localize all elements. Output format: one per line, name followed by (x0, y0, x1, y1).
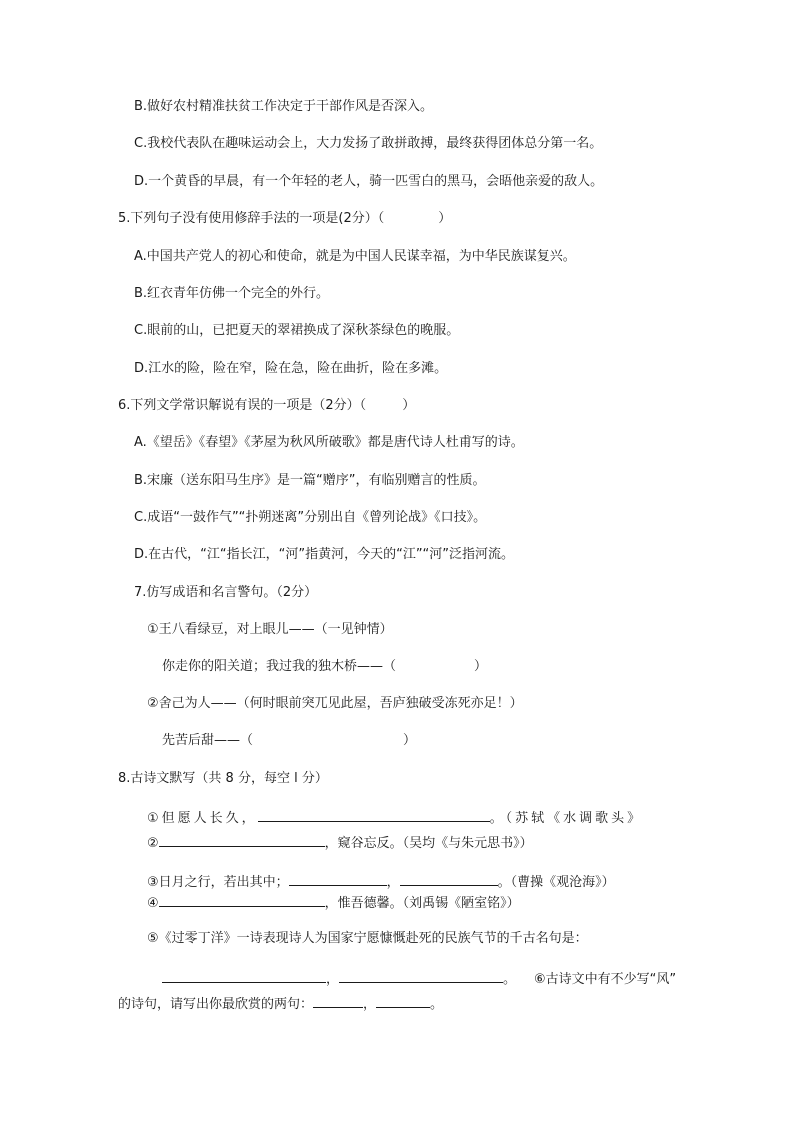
q4-option-c: C.我校代表队在趣味运动会上，大力发扬了敢拼敢搏，最终获得团体总分第一名。 (134, 136, 603, 151)
q8-item-1-pre: ①但愿人长久， (147, 811, 258, 826)
q5-option-d: D.江水的险，险在窄，险在急，险在曲折，险在多滩。 (134, 361, 448, 376)
q8-item-6-blank-1[interactable] (313, 993, 363, 1008)
q7-stem: 7.仿写成语和名言警句。（2分） (134, 585, 318, 600)
q8-item-4-pre: ④ (147, 896, 159, 911)
q7-task-1-close: ） (474, 659, 488, 674)
q5-option-a: A.中国共产党人的初心和使命，就是为中国人民谋幸福，为中华民族谋复兴。 (134, 249, 576, 264)
q6-option-a: A.《望岳》《春望》《茅屋为秋风所破歌》都是唐代诗人杜甫写的诗。 (134, 435, 524, 450)
q5-paren-close: ） (438, 211, 452, 226)
q8-stem: 8.古诗文默写（共 8 分，每空 l 分） (118, 771, 328, 786)
q4-option-b: B.做好农村精准扶贫工作决定于干部作风是否深入。 (134, 99, 434, 114)
q7-example-1: ①王八看绿豆，对上眼儿——（一见钟情） (147, 622, 393, 637)
q5-option-c: C.眼前的山，已把夏天的翠裙换成了深秋茶绿色的晚服。 (134, 323, 460, 338)
q8-item-5-mid: ， (326, 972, 340, 987)
q7-task-2-text: 先苦后甜——（ (162, 733, 254, 748)
q8-item-3 (147, 871, 615, 892)
q8-item-1 (147, 807, 643, 828)
q7-example-2: ②舍己为人——（何时眼前突兀见此屋，吾庐独破受冻死亦足！） (147, 696, 523, 711)
q8-item-4-blank[interactable] (159, 892, 325, 907)
q6-option-d: D.在古代，“江“指长江，“河”指黄河，今天的“江”“河”泛指河流。 (134, 547, 515, 562)
q8-item-5-blank-2[interactable] (339, 968, 503, 983)
q8-item-4 (147, 892, 520, 913)
q7-task-2-close: ） (403, 733, 417, 748)
q8-item-2 (147, 832, 533, 853)
q8-item-5: ⑤《过零丁洋》一诗表现诗人为国家宁愿慷慨赴死的民族气节的千古名句是： (147, 931, 588, 946)
q8-item-6 (118, 993, 443, 1014)
q7-task-1-text: 你走你的阳关道；我过我的独木桥——（ (162, 659, 397, 674)
q8-item-6-end: 。 (430, 997, 444, 1012)
q7-task-1 (162, 658, 487, 676)
q8-item-3-pre: ③日月之行，若出其中； (147, 875, 289, 890)
q8-item-3-blank-2[interactable] (400, 871, 498, 886)
q5-option-b: B.红衣青年仿佛一个完全的外行。 (134, 286, 330, 301)
q5-stem (118, 210, 451, 228)
q8-item-2-blank[interactable] (159, 832, 325, 847)
q8-item-3-mid: ， (386, 875, 400, 890)
q8-item-6-mid: ， (363, 997, 377, 1012)
q5-stem-text: 5.下列句子没有使用修辞手法的一项是(2分）（ (118, 211, 385, 226)
q8-item-1-blank[interactable] (258, 807, 490, 822)
q6-paren-close: ） (402, 398, 416, 413)
q8-item-6-pre: ⑥古诗文中有不少写“风” (534, 972, 677, 987)
q8-item-6-blank-2[interactable] (376, 993, 430, 1008)
q8-item-1-post: 。（苏轼《水调歌头》 (489, 811, 644, 826)
q8-item-5-6-line (162, 968, 676, 989)
q7-task-2 (162, 732, 416, 750)
q8-item-4-post: ，惟吾德馨。（刘禹锡《陋室铭》） (324, 896, 520, 911)
q6-stem (118, 397, 415, 415)
q4-option-d: D.一个黄昏的早晨，有一个年轻的老人，骑一匹雪白的黑马，会晤他亲爱的敌人。 (134, 174, 604, 189)
q6-option-b: B.宋廉（送东阳马生序》是一篇“赠序”，有临别赠言的性质。 (134, 473, 486, 488)
q6-option-c: C.成语“一鼓作气”“扑朔迷离”分别出自《曾列论战》《口技》。 (134, 510, 487, 525)
q8-item-3-post: 。（曹操《观沧海》） (497, 875, 615, 890)
q8-item-2-post: ，窥谷忘反。（吴均《与朱元思书》） (324, 836, 533, 851)
q8-item-5-end: 。 (503, 972, 517, 987)
q8-item-5-blank-1[interactable] (162, 968, 326, 983)
q8-item-3-blank-1[interactable] (289, 871, 387, 886)
q8-item-2-pre: ② (147, 836, 159, 851)
q6-stem-text: 6.下列文学常识解说有误的一项是（2分）（ (118, 398, 367, 413)
q8-item-6-text: 的诗句，请写出你最欣赏的两句： (118, 997, 314, 1012)
